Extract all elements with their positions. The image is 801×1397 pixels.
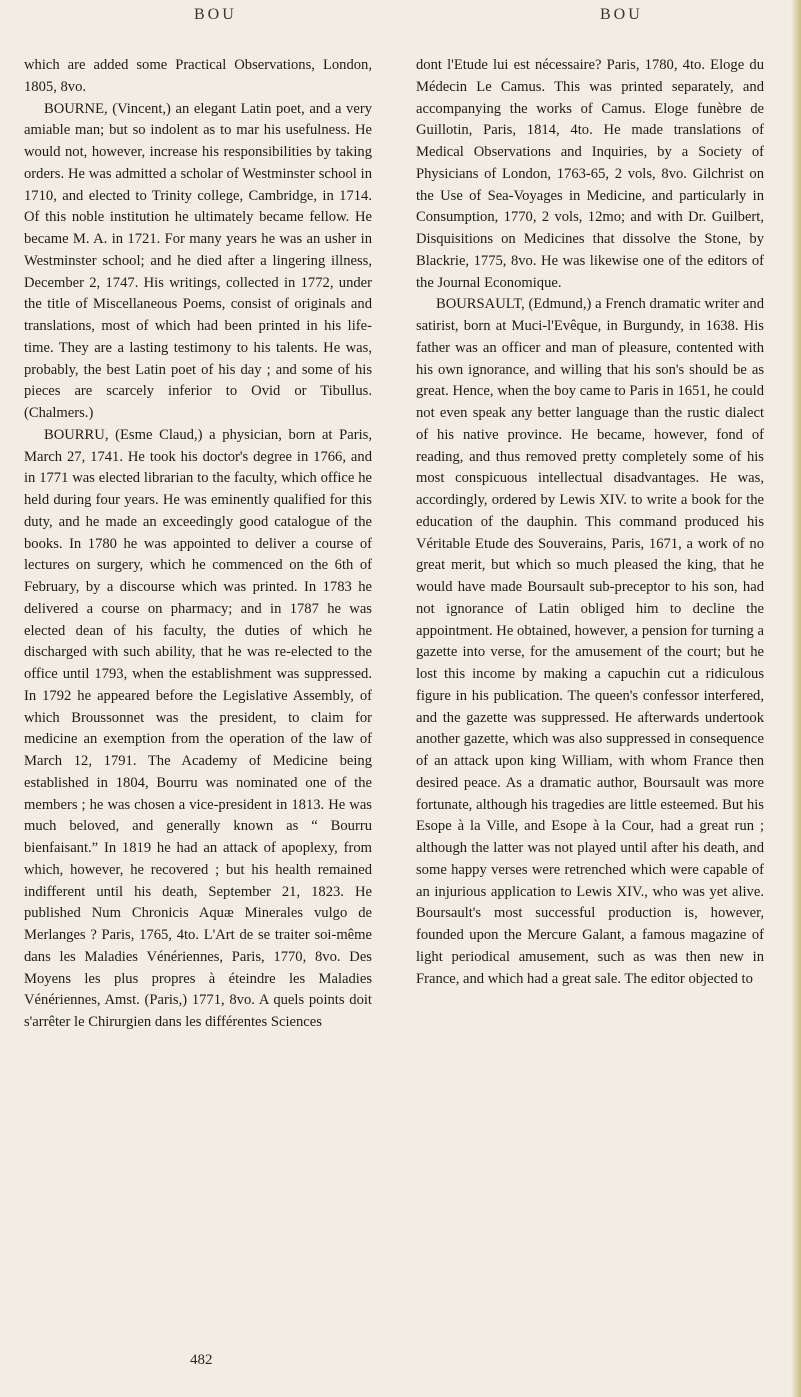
left-column [24,55,372,1034]
entry-boursault-edmund: BOURSAULT, (Edmund,) a French dramatic writer and satirist, born at Muci-l'Evêque, in Burgundy, in 1638. His father was an officer and man of pleasure, contented with his own ignorance, and willing that his son's should be as great. Hence, when the boy came to Paris in 1651, he could not even speak any better language than the rustic dialect of his native province. He became, however, fond of reading, and thus removed pretty completely some of his most conspicuous intellectual disadvantages. He was, accordingly, ordered by Lewis XIV. to write a book for the education of the dauphin. This command produced his Véritable Etude des Souverains, Paris, 1671, a work of no great merit, but which so much pleased the king, that he would have made Boursault sub-preceptor to his son, had not ignorance of Latin obliged him to decline the appointment. He obtained, however, a pension for turning a gazette into verse, for the amusement of the court; but he lost this income by making a capuchin cut a ridiculous figure in his publication. The queen's confessor interfered, and the gazette was suppressed. He afterwards undertook another gazette, which was also suppressed in consequence of an attack upon king William, with whom France then desired peace. As a dramatic author, Boursault was more fortunate, although his tragedies are little esteemed. But his Esope à la Ville, and Esope à la Cour, had a great run ; although the latter was not played until after his death, and some happy verses were retrenched which were capable of an injurious application to Lewis XIV., who was yet alive. Boursault's most successful production is, however, founded upon the Mercure Galant, a famous magazine of light periodical amusement, such as was then new in France, and which had a great sale. The editor objected to [416,296,764,987]
running-header-right: BOU [600,6,643,23]
paragraph-continuation: dont l'Etude lui est nécessaire? Paris, 1780, 4to. Eloge du Médecin Le Camus. This was printed separately, and accompanying the works of Camus. Eloge funèbre de Guillotin, Paris, 1814, 4to. He made translations of Medical Observations and Inquiries, by a Society of Physicians of London, 1763-65, 2 vols, 8vo. Gilchrist on the Use of Sea-Voyages in Medicine, and particularly in Consumption, 1770, 2 vols, 12mo; and with Dr. Guilbert, Disquisitions on Medicines that dissolve the Stone, by Blackrie, 1775, 8vo. He was likewise one of the editors of the Journal Economique. [416,57,764,291]
entry-bourru-esme-claud: BOURRU, (Esme Claud,) a physician, born at Paris, March 27, 1741. He took his doctor's degree in 1766, and in 1771 was elected librarian to the faculty, which office he held during four years. He was eminently qualified for this duty, and he made an exceedingly good catalogue of the books. In 1780 he was appointed to deliver a course of lectures on surgery, which he commenced on the 6th of February, by a discourse which was printed. In 1783 he delivered a course on pharmacy; and in 1787 he was elected dean of his faculty, the duties of which he discharged with such ability, that he was re-elected to the office until 1793, when the establishment was suppressed. In 1792 he appeared before the Legislative Assembly, of which Broussonnet was the president, to claim for medicine an exemption from the operation of the law of March 12, 1791. The Academy of Medicine being established in 1804, Bourru was nominated one of the members ; he was chosen a vice-president in 1813. He was much beloved, and generally known as “ Bourru bienfaisant.” In 1819 he had an attack of apoplexy, from which, however, he recovered ; but his health remained indifferent until his death, September 21, 1823. He published Num Chronicis Aquæ Minerales vulgo de Merlanges ? Paris, 1765, 4to. L'Art de se traiter soi-même dans les Maladies Vénériennes, Paris, 1770, 8vo. Des Moyens les plus propres à éteindre les Maladies Vénériennes, Amst. (Paris,) 1771, 8vo. A quels points doit s'arrêter le Chirurgien dans les différentes Sciences [24,426,372,1030]
paragraph-continuation: which are added some Practical Observations, London, 1805, 8vo. [24,57,372,95]
running-header-left: BOU [194,6,237,23]
page-edge [791,0,801,1397]
entry-bourne-vincent: BOURNE, (Vincent,) an elegant Latin poet, and a very amiable man; but so indolent as to mar his usefulness. He would not, however, increase his responsibilities by taking orders. He was admitted a scholar of Westminster school in 1710, and elected to Trinity college, Cambridge, in 1714. Of this noble institution he ultimately became fellow. He became M. A. in 1721. For many years he was an usher in Westminster school; and he died after a lingering illness, December 2, 1747. His writings, collected in 1772, under the title of Miscellaneous Poems, consist of originals and translations, most of which had been printed in his life-time. They are a lasting testimony to his talents. He was, probably, the best Latin poet of his day ; and some of his pieces are scarcely inferior to Ovid or Tibullus. (Chalmers.) [24,100,372,421]
right-column [416,55,764,990]
page-number: 482 [190,1352,213,1368]
